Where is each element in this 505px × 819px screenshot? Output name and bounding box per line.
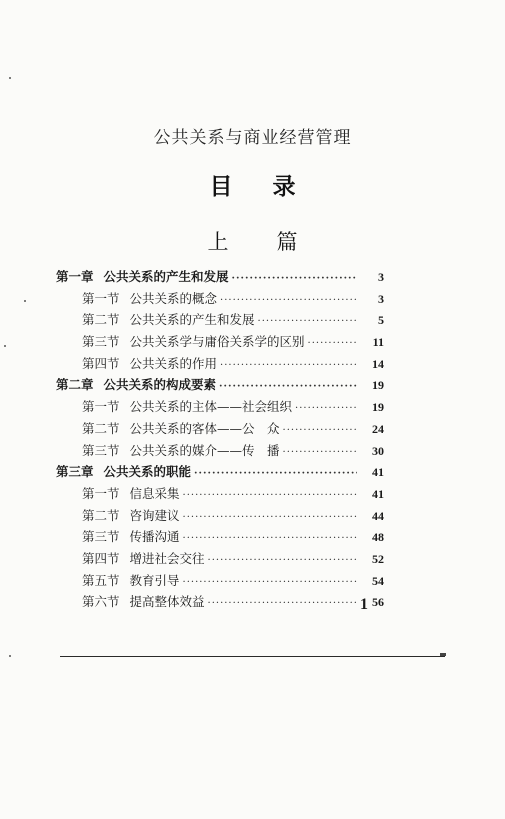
toc-section [56, 310, 384, 332]
dot-leader [183, 512, 357, 523]
dot-leader [208, 555, 357, 566]
toc-section [56, 354, 384, 376]
entry-title: 公共关系的客体——公 众 [129, 420, 280, 436]
entry-number: 第一节 [82, 290, 120, 306]
entry-title: 公共关系的主体——社会组织 [129, 399, 293, 415]
entry-number: 第三节 [82, 442, 120, 458]
toc-section [56, 527, 384, 549]
dot-leader [194, 468, 357, 479]
toc-heading-char-2: 录 [272, 173, 296, 200]
toc-section [56, 397, 384, 419]
bottom-rule [60, 656, 445, 657]
entry-page: 56 [372, 595, 384, 610]
entry-page: 19 [372, 400, 384, 415]
part-title-char-1: 上 [207, 230, 229, 254]
entry-page: 30 [372, 443, 384, 458]
entry-page: 54 [372, 573, 384, 588]
entry-number: 第五节 [82, 572, 120, 588]
scan-speck [24, 300, 26, 302]
toc-section [56, 506, 384, 528]
entry-title: 咨询建议 [129, 507, 180, 523]
entry-title: 公共关系的产生和发展 [129, 312, 255, 328]
entry-title: 教育引导 [129, 572, 180, 588]
entry-number: 第三节 [82, 529, 120, 545]
dot-leader [308, 338, 357, 349]
dot-leader [295, 403, 357, 414]
entry-page: 41 [372, 465, 384, 480]
toc-chapter-3 [56, 462, 384, 484]
toc-section [56, 441, 384, 463]
entry-number: 第三章 [56, 464, 94, 480]
entry-title: 传播沟通 [129, 529, 180, 545]
toc-chapter-2 [56, 375, 384, 397]
entry-title: 提高整体效益 [129, 594, 205, 610]
entry-number: 第四节 [82, 355, 120, 371]
dot-leader [219, 381, 357, 392]
entry-page: 24 [372, 421, 384, 436]
entry-title: 公共关系的媒介——传 播 [129, 442, 280, 458]
entry-title: 公共关系的产生和发展 [103, 269, 229, 284]
toc-section [56, 592, 384, 614]
entry-page: 19 [372, 378, 384, 393]
entry-page: 14 [372, 356, 384, 371]
entry-number: 第六节 [82, 594, 120, 610]
part-title-char-2: 篇 [276, 230, 298, 254]
entry-title: 信息采集 [129, 485, 180, 501]
book-title: 公共关系与商业经营管理 [153, 128, 352, 148]
page-number: 1 [360, 596, 368, 613]
entry-title: 公共关系的构成要素 [103, 377, 217, 393]
dot-leader [183, 577, 357, 588]
dot-leader [183, 533, 357, 544]
entry-number: 第一节 [82, 485, 120, 501]
entry-number: 第二节 [82, 312, 120, 328]
toc-section [56, 484, 384, 506]
scan-speck [9, 77, 11, 79]
dot-leader [220, 360, 357, 371]
entry-page: 5 [378, 313, 384, 328]
entry-page: 48 [372, 530, 384, 545]
dot-leader [283, 447, 357, 458]
toc-heading [0, 168, 505, 201]
entry-title: 公共关系学与庸俗关系学的区别 [129, 334, 305, 350]
table-of-contents [56, 267, 384, 614]
entry-number: 第一节 [82, 399, 120, 415]
dot-leader [183, 490, 357, 501]
entry-page: 44 [372, 508, 384, 523]
toc-section [56, 289, 384, 311]
dot-leader [232, 273, 357, 284]
entry-number: 第四节 [82, 550, 120, 566]
toc-section [56, 549, 384, 571]
toc-heading-char-1: 目 [209, 173, 233, 200]
toc-section [56, 419, 384, 441]
dot-leader [208, 598, 357, 609]
entry-title: 公共关系的概念 [129, 290, 218, 306]
entry-title: 增进社会交往 [129, 550, 205, 566]
toc-section [56, 571, 384, 593]
entry-page: 3 [378, 270, 384, 284]
dot-leader [283, 425, 357, 436]
bottom-rule-end [440, 653, 446, 656]
scan-speck [9, 655, 11, 657]
dot-leader [258, 316, 357, 327]
toc-chapter-1 [56, 267, 384, 289]
entry-number: 第二节 [82, 507, 120, 523]
entry-page: 11 [372, 335, 384, 350]
entry-title: 公共关系的作用 [129, 355, 218, 371]
entry-number: 第三节 [82, 334, 120, 350]
dot-leader [220, 295, 357, 306]
entry-number: 第二节 [82, 420, 120, 436]
scan-speck [4, 345, 6, 347]
entry-title: 公共关系的职能 [103, 464, 192, 480]
entry-number: 第二章 [56, 377, 94, 393]
part-title [0, 226, 505, 256]
entry-number: 第一章 [56, 269, 94, 284]
entry-page: 41 [372, 486, 384, 501]
toc-section [56, 332, 384, 354]
entry-page: 52 [372, 551, 384, 566]
entry-page: 3 [378, 291, 384, 306]
